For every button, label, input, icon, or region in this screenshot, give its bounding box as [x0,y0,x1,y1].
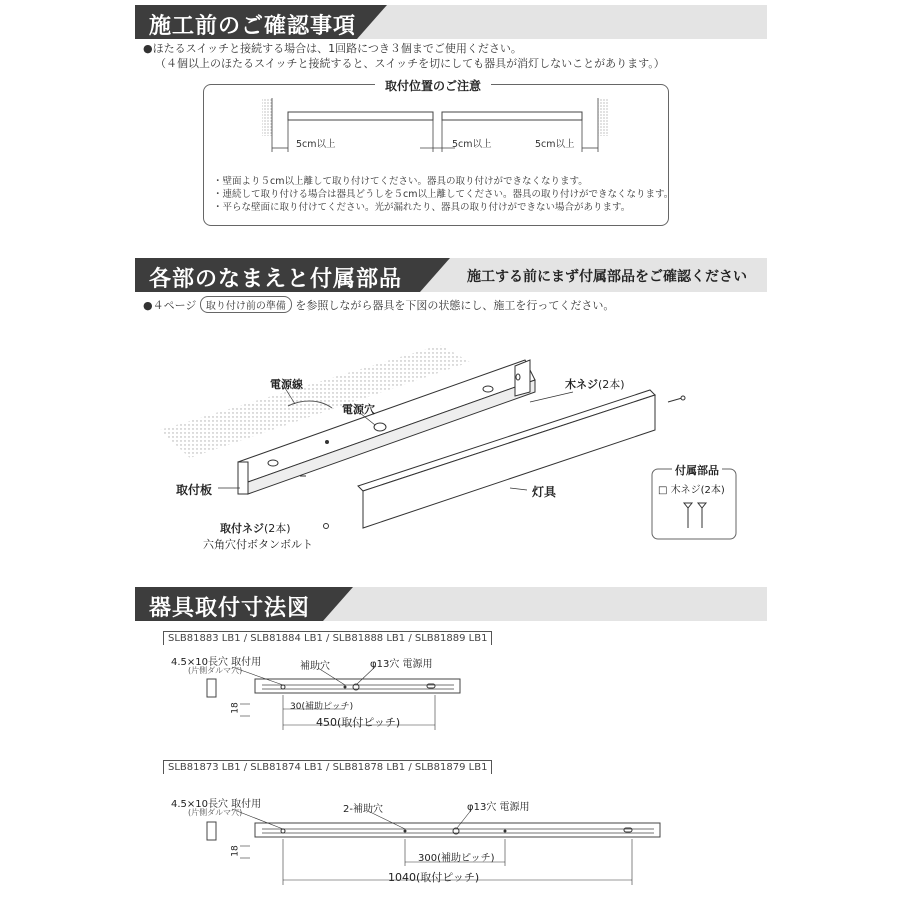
note-suffix: を参照しながら器具を下図の状態にし、施工を行ってください。 [295,299,615,312]
power-hole-label: φ13穴 電源用 [467,802,530,813]
power-hole-label: φ13穴 電源用 [370,659,433,670]
section-title: 器具取付寸法図 [149,596,311,621]
note-text: ●ほたるスイッチと接続する場合は、1回路につき３個までご使用ください。 [143,42,522,55]
accessories-item: □ 木ネジ(2本) [658,485,725,496]
section-title: 各部のなまえと付属部品 [149,267,403,292]
slot-label: 4.5×10長穴 取付用 [171,657,262,668]
caution-bullet: ・連続して取り付ける場合は器具どうしを５cm以上離してください。器具の取り付けができなくなります。 [213,189,674,200]
model-list: SLB81883 LB1 / SLB81884 LB1 / SLB81888 LB1 / SLB81889 LB1 [163,631,492,645]
label-wood-screw: 木ネジ(2本) [565,378,625,391]
aux-pitch-label: 300(補助ピッチ) [418,853,495,864]
model-list: SLB81873 LB1 / SLB81874 LB1 / SLB81878 LB1 / SLB81879 LB1 [163,760,492,774]
label-mount-screw-desc: 六角穴付ボタンボルト [203,538,313,551]
aux-hole-label: 2-補助穴 [343,804,383,815]
aux-pitch-label: 30(補助ピッチ) [290,702,354,712]
caution-bullet: ・壁面より５cm以上離して取り付けてください。器具の取り付けができなくなります。 [213,176,588,187]
slot-sub-label: (片側ダルマ穴) [188,666,243,675]
label-power-hole: 電源穴 [342,403,375,416]
accessories-title: 付属部品 [672,462,722,478]
reference-pill: 取り付け前の準備 [200,296,292,313]
distance-label: 5cm以上 [452,139,492,150]
slot-label: 4.5×10長穴 取付用 [171,799,262,810]
section-subtitle: 施工する前にまず付属部品をご確認ください [467,269,747,285]
label-power-cord: 電源線 [270,378,303,391]
section-title: 施工前のご確認事項 [149,14,357,39]
height-label: 18 [230,845,241,857]
caution-bullet: ・平らな壁面に取り付けてください。光が漏れたり、器具の取り付けができない場合があります。 [213,202,631,213]
slot-sub-label: (片側ダルマ穴) [188,808,243,817]
distance-label: 5cm以上 [535,139,575,150]
note-text: （４個以上のほたるスイッチと接続すると、スイッチを切にしても器具が消灯しないことがあります。） [155,57,665,70]
label-mount-plate: 取付板 [176,483,213,497]
height-label: 18 [230,702,241,714]
distance-label: 5cm以上 [296,139,336,150]
caution-title: 取付位置のご注意 [375,77,491,94]
mount-pitch-label: 450(取付ピッチ) [316,716,401,729]
mount-pitch-label: 1040(取付ピッチ) [388,871,480,884]
aux-hole-label: 補助穴 [300,661,330,672]
label-fixture: 灯具 [532,485,557,499]
label-mount-screw: 取付ネジ(2本) [220,522,291,535]
note-prefix: ●４ページ [143,299,197,312]
